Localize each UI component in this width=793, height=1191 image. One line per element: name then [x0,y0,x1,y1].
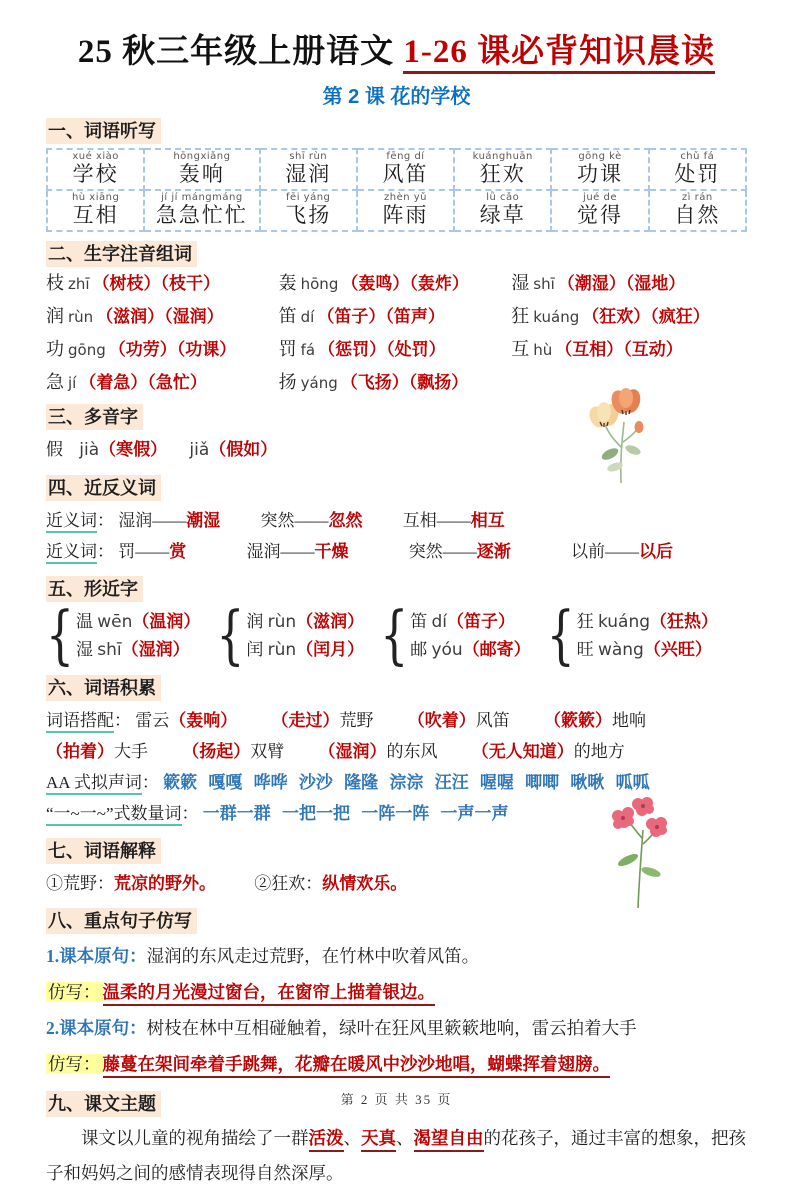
pinyin: zì rán [681,192,713,203]
pinyin: hōngxiǎng [173,151,231,162]
theme-paragraph: 课文以儿童的视角描绘了一群活泼、天真、渴望自由的花孩子，通过丰富的想象，把孩子和妈妈之间的感情表现得自然深厚。 [46,1128,746,1183]
pinyin: xué xiào [72,151,119,162]
antonym-line: 近义词： 罚——赏 湿润——干燥 突然——逐渐 以前——以后 [46,536,747,567]
xingjinzi-group: { 温 wēn（温润） 湿 shī（湿润） [46,606,200,666]
table-cell [649,190,746,231]
zuci-entry: 扬 yáng （飞扬）（飘扬） [278,372,469,392]
table-cell [357,190,454,231]
zuci-entry: 笛 dí （笛子）（笛声） [278,306,445,326]
word: 绿草 [479,203,526,227]
table-cell [144,190,259,231]
word: 轰响 [178,162,225,186]
xingjinzi-group: { 狂 kuáng（狂热） 旺 wàng（兴旺） [547,606,718,666]
collocation-item: 雷云（轰响） [135,711,238,730]
word: 阵雨 [382,203,429,227]
word: 飞扬 [285,203,332,227]
zuci-entry: 枝 zhī （树枝）（枝干） [46,273,221,293]
pinyin: chǔ fá [680,151,715,162]
pinyin: hù xiāng [71,192,120,203]
title-black-part: 25 秋三年级上册语文 [77,34,404,70]
pinyin: fēi yáng [286,192,331,203]
fangxie-label: 仿写： [48,1054,101,1074]
section-heading-fangxie: 八、重点句子仿写 [46,908,747,934]
quantifier-line: “一~一~”式数量词： 一群一群 一把一把 一阵一阵 一声一声 [46,798,747,829]
section-heading-xingjinzi: 五、形近字 [46,576,747,602]
line-label: 词语搭配 [46,711,114,733]
brace-glyph: { [216,598,245,673]
onomatopoeia-words: 簌簌 嘎嘎 哗哗 沙沙 隆隆 淙淙 汪汪 喔喔 唧唧 啾啾 呱呱 [163,773,650,792]
quantifier-words: 一群一群 一把一把 一阵一阵 一声一声 [202,804,509,823]
collocation-item: （湿润）的东风 [318,742,438,761]
brace-glyph: { [46,598,74,673]
section-heading-jilei: 六、词语积累 [46,675,747,701]
line-label: AA 式拟声词 [46,773,142,795]
table-cell [144,149,259,190]
zuci-entry: 湿 shī （潮湿）（湿地） [511,273,686,293]
fangxie-label: 仿写： [48,982,101,1002]
word-pair: 罚——赏 [118,542,187,561]
xingjinzi-group: { 润 rùn（滋润） 闰 rùn（闰月） [216,606,364,666]
zuci-entry: 急 jí （着急）（急忙） [46,372,207,392]
table-cell [551,190,648,231]
section-heading-jieshi: 七、词语解释 [46,838,747,864]
word-pair: 互相——相互 [402,511,505,530]
word-pair: 湿润——干燥 [246,542,349,561]
brace-glyph: { [546,598,575,673]
word: 自然 [674,203,721,227]
original-sentence-1: 1.课本原句：湿润的东风走过荒野，在竹林中吹着风笛。 [46,946,480,966]
collocation-item: （走过）荒野 [271,711,374,730]
zuci-entry: 狂 kuáng （狂欢）（疯狂） [511,306,710,326]
collocation-item: （无人知道）的地方 [471,742,625,761]
page-title [46,30,747,74]
word: 互相 [72,203,119,227]
table-cell [454,149,551,190]
word-pair: 以前——以后 [571,542,673,561]
flower-decoration-orange [584,386,658,486]
original-sentence-2: 2.课本原句：树枝在林中互相碰触着，绿叶在狂风里簌簌地响，雷云拍着大手 [46,1018,637,1038]
line-label: 近义词 [46,511,97,533]
collocation-line-1: 词语搭配： 雷云（轰响） （走过）荒野 （吹着）风笛 （簌簌）地响 [46,705,747,736]
flower-decoration-pink [608,796,674,910]
pinyin: gōng kè [578,151,622,162]
table-cell [649,149,746,190]
section-heading-duoyinzi: 三、多音字 [46,404,747,430]
zuci-entry: 罚 fá （惩罚）（处罚） [278,339,446,359]
pinyin: shī rùn [289,151,328,162]
pinyin: lǜ cǎo [486,192,520,203]
section-heading-zhuti: 九、课文主题 [46,1091,747,1117]
word: 功课 [577,162,624,186]
word: 学校 [72,162,119,186]
word-pair: 湿润——潮湿 [118,511,221,530]
zuci-grid [46,271,747,395]
table-cell [260,149,357,190]
table-cell [47,149,144,190]
zuci-entry: 功 gōng （功劳）（功课） [46,339,237,359]
collocation-item: （吹着）风笛 [407,711,510,730]
synonym-line: 近义词： 湿润——潮湿 突然——忽然 互相——相互 [46,505,747,536]
line-label: “一~一~”式数量词 [46,804,182,826]
collocation-item: （簌簌）地响 [544,711,646,730]
section-heading-jinfanyici: 四、近反义词 [46,475,747,501]
table-cell [551,149,648,190]
zuci-entry: 互 hù （互相）（互动） [511,339,683,359]
table-cell [260,190,357,231]
dictation-table [46,148,747,232]
imitation-sentence-2: 仿写： 藤蔓在架间牵着手跳舞，花瓣在暖风中沙沙地唱，蝴蝶挥着翅膀。 [46,1046,747,1082]
pinyin: jué de [583,192,617,203]
word: 处罚 [674,162,721,186]
table-row [47,190,746,231]
xingjinzi-group: { 笛 dí（笛子） 邮 yóu（邮寄） [380,606,531,666]
brace-glyph: { [380,598,409,673]
section-heading-dictation: 一、词语听写 [46,118,747,144]
word: 急急忙忙 [155,203,248,227]
word: 觉得 [577,203,624,227]
section-heading-zuci: 二、生字注音组词 [46,241,747,267]
zuci-entry: 轰 hōng （轰鸣）（轰炸） [278,273,469,293]
collocation-line-2 [46,736,747,767]
zuci-entry: 润 rùn （滋润）（湿润） [46,306,224,326]
table-cell [454,190,551,231]
word: 湿润 [285,162,332,186]
line-label: 近义词 [46,542,97,564]
word: 风笛 [382,162,429,186]
table-cell [47,190,144,231]
imitation-sentence-1: 仿写： 温柔的月光漫过窗台，在窗帘上描着银边。 [46,974,747,1010]
title-red-part: 1-26 课必背知识晨读 [403,34,715,74]
onomatopoeia-line: AA 式拟声词： 簌簌 嘎嘎 哗哗 沙沙 隆隆 淙淙 汪汪 喔喔 唧唧 啾啾 呱呱 [46,767,747,798]
definition-line: ①荒野：荒凉的野外。 ②狂欢：纵情欢乐。 [46,874,408,893]
pinyin: jí jí mángmáng [161,192,243,203]
table-row [47,149,746,190]
pinyin: fēng dí [386,151,425,162]
word-pair: 突然——忽然 [260,511,363,530]
xingjinzi-row [46,598,747,673]
lesson-subtitle: 第 2 课 花的学校 [322,86,471,108]
collocation-item: （扬起）双臂 [182,742,285,761]
table-cell [357,149,454,190]
collocation-item: （拍着）大手 [46,742,148,761]
duoyinzi-line: 假 jià（寒假） jiǎ（假如） [46,440,278,460]
pinyin: zhèn yǔ [383,192,427,203]
word: 狂欢 [479,162,526,186]
page-number: 第 2 页 共 35 页 [340,1092,453,1107]
pinyin: kuánghuān [472,151,533,162]
word-pair: 突然——逐渐 [408,542,511,561]
